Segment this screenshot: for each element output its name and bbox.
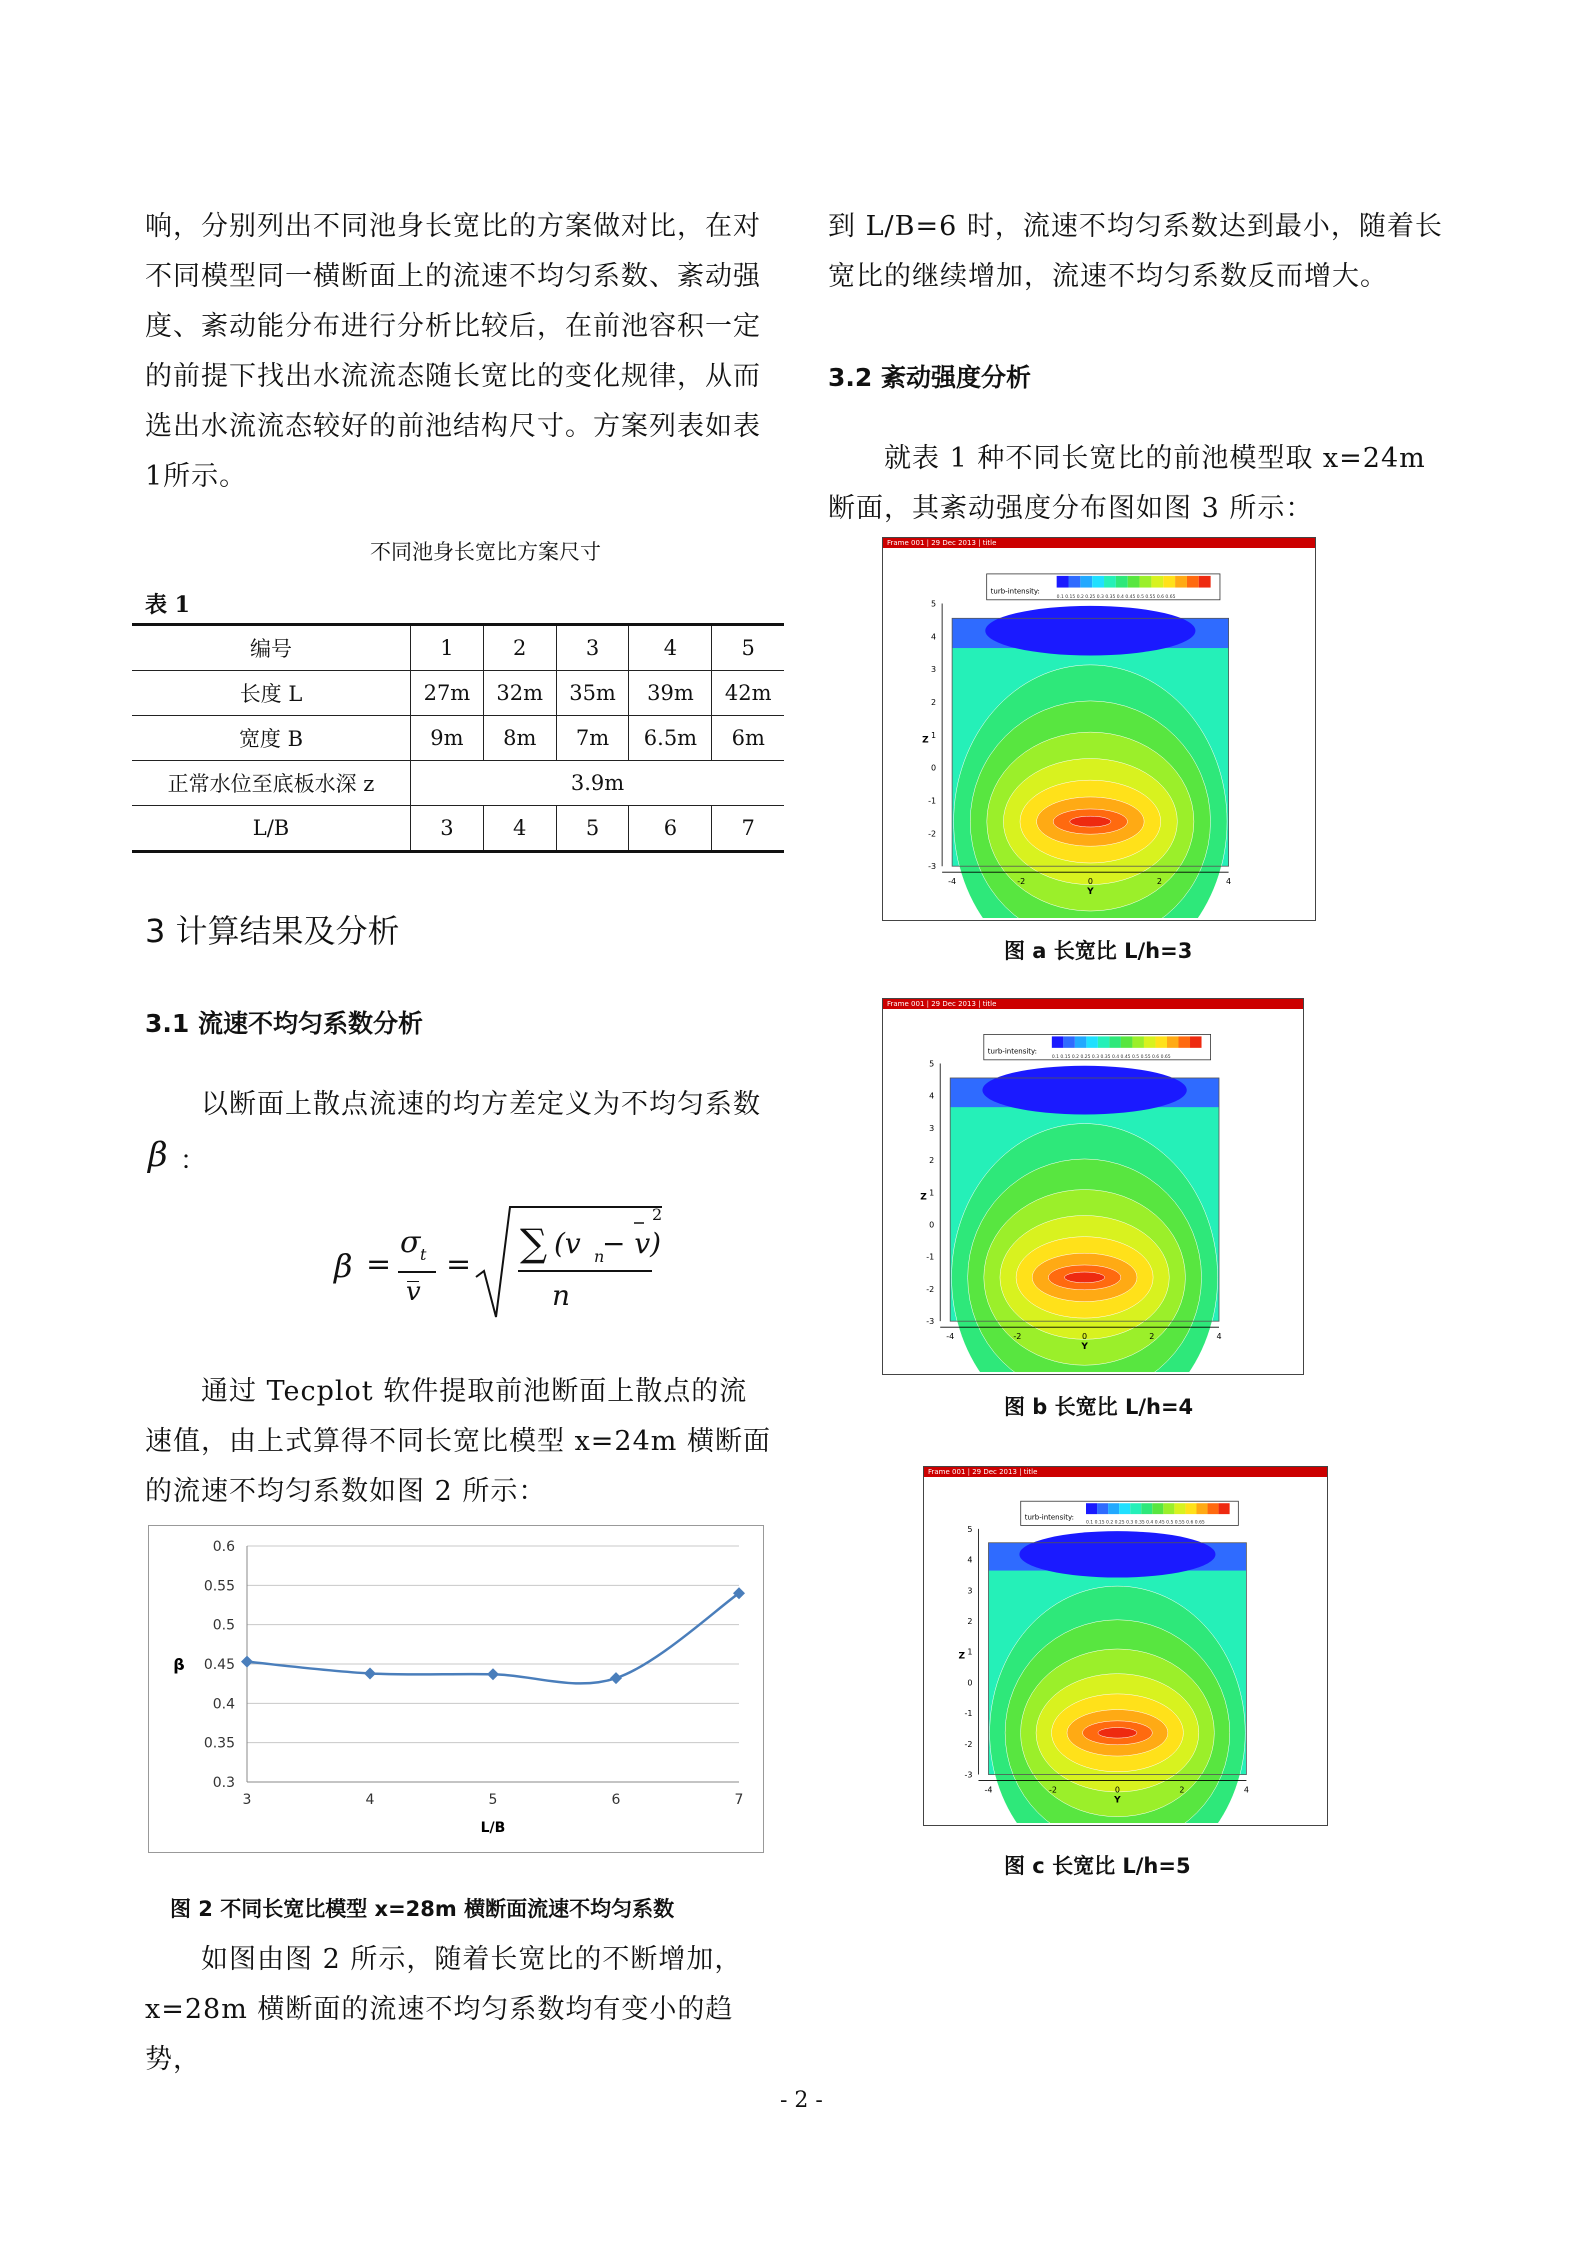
y-tick-label: 4 [1216, 1332, 1222, 1342]
z-tick-label: 5 [931, 599, 937, 609]
z-tick-label: 5 [929, 1059, 935, 1069]
z-tick-label: -1 [928, 796, 937, 806]
legend-swatch [1121, 1036, 1133, 1047]
y-tick-label: 4 [1226, 877, 1232, 887]
table-cell: 编号 [132, 625, 411, 671]
legend-swatch [1104, 576, 1116, 588]
legend-swatch [1052, 1036, 1064, 1047]
table-row [132, 671, 784, 716]
y-tick-label: 0 [1082, 1332, 1088, 1342]
beta-symbol: β [148, 1135, 168, 1175]
table-cell: 6.5m [629, 716, 712, 761]
z-tick-label: 2 [929, 1156, 935, 1166]
y-tick-label: -4 [948, 877, 957, 887]
legend-swatch [1174, 1503, 1185, 1514]
legend-swatch [1092, 576, 1104, 588]
y-tick-label: -4 [946, 1332, 955, 1342]
table-cell: 27m [411, 671, 484, 716]
y-tick-label: -2 [1048, 1785, 1057, 1795]
frame-bar: Frame 001 | 29 Dec 2013 | title [883, 538, 1315, 548]
z-axis-label: Z [958, 1651, 966, 1662]
z-tick-label: 0 [931, 763, 937, 773]
legend-swatch [1196, 1503, 1207, 1514]
x-tick-label: 5 [488, 1792, 498, 1808]
legend-swatch [1199, 576, 1211, 588]
legend-swatch [1086, 1036, 1098, 1047]
frame-bar: Frame 001 | 29 Dec 2013 | title [924, 1467, 1327, 1477]
legend-swatch [1080, 576, 1092, 588]
y-tick-label: 0.6 [212, 1539, 235, 1555]
y-tick-label: 0 [1114, 1785, 1120, 1795]
legend-swatch [1155, 1036, 1167, 1047]
frame-bar: Frame 001 | 29 Dec 2013 | title [883, 999, 1303, 1009]
figure-2-chart [148, 1525, 764, 1853]
legend-swatch [1140, 576, 1152, 588]
y-tick-label: -2 [1013, 1332, 1022, 1342]
figure-a-caption: 图 a 长宽比 L/h=3 [1004, 939, 1193, 963]
table-cell: 正常水位至底板水深 z [132, 761, 411, 806]
data-point [241, 1656, 253, 1668]
table-cell: 5 [556, 806, 629, 852]
z-tick-label: 4 [929, 1091, 935, 1101]
table-label: 表 1 [145, 592, 190, 618]
table-cell: 6m [712, 716, 784, 761]
legend-swatch [1130, 1503, 1141, 1514]
y-tick-label: 0.4 [212, 1696, 235, 1713]
z-tick-label: 0 [967, 1678, 973, 1688]
contour-figure-c [923, 1466, 1328, 1826]
z-tick-label: 1 [929, 1188, 935, 1198]
table-title: 不同池身长宽比方案尺寸 [370, 540, 601, 564]
z-tick-label: -2 [926, 1284, 935, 1294]
formula-vbar: v [406, 1277, 421, 1307]
x-tick-label: 3 [242, 1792, 252, 1808]
formula-den: n [552, 1279, 571, 1312]
z-tick-label: -1 [926, 1252, 935, 1262]
table-cell: 6 [629, 806, 712, 852]
table-cell: 1 [411, 625, 484, 671]
table-cell: 3 [556, 625, 629, 671]
paragraph-tecplot: 通过 Tecplot 软件提取前池断面上散点的流速值，由上式算得不同长宽比模型 x=24m 横断面的流速不均匀系数如图 2 所示： [145, 1376, 771, 1507]
legend-label: turb-intensity: [987, 1047, 1038, 1056]
legend-values: 0.1 0.15 0.2 0.25 0.3 0.35 0.4 0.45 0.5 0.55 0.6 0.65 [1086, 1520, 1205, 1526]
table-cell: 长度 L [132, 671, 411, 716]
z-tick-label: 3 [967, 1586, 973, 1596]
formula-beta: β [334, 1247, 353, 1285]
z-axis-label: Z [920, 1192, 927, 1203]
z-tick-label: 2 [931, 698, 937, 708]
table-cell: 8m [483, 716, 556, 761]
paragraph-trend: 如图由图 2 所示，随着长宽比的不断增加，x=28m 横断面的流速不均匀系数均有变小的趋势， [145, 1944, 743, 2075]
z-tick-label: 1 [931, 730, 937, 740]
data-point [487, 1668, 499, 1680]
z-tick-label: -2 [928, 829, 937, 839]
legend-swatch [1075, 1036, 1087, 1047]
section-heading-3: 3 计算结果及分析 [145, 912, 400, 950]
legend-swatch [1108, 1503, 1119, 1514]
contour-plot-b [883, 1009, 1303, 1372]
table-cell: 2 [483, 625, 556, 671]
legend-swatch [1109, 1036, 1121, 1047]
legend-swatch [1219, 1503, 1230, 1514]
legend-swatch [1190, 1036, 1202, 1047]
table-row [132, 625, 784, 671]
legend-swatch [1167, 1036, 1179, 1047]
contour-top-core [1019, 1531, 1215, 1577]
legend-values: 0.1 0.15 0.2 0.25 0.3 0.35 0.4 0.45 0.5 0.55 0.6 0.65 [1056, 594, 1176, 600]
table-cell: 39m [629, 671, 712, 716]
figure-b-caption: 图 b 长宽比 L/h=4 [1004, 1395, 1194, 1419]
y-axis-label: β [173, 1655, 185, 1674]
contour-figure-a [882, 537, 1316, 921]
legend-swatch [1187, 576, 1199, 588]
table-cell: 9m [411, 716, 484, 761]
legend-swatch [1119, 1503, 1130, 1514]
data-point [610, 1672, 622, 1684]
contour-top-core [985, 606, 1195, 656]
legend-swatch [1141, 1503, 1152, 1514]
y-tick-label: 2 [1149, 1332, 1155, 1342]
legend-swatch [1151, 576, 1163, 588]
z-tick-label: 4 [931, 632, 937, 642]
formula-minus-v: − v) [602, 1227, 662, 1260]
figure-2-caption: 图 2 不同长宽比模型 x=28m 横断面流速不均匀系数 [170, 1897, 675, 1921]
beta-formula [334, 1205, 664, 1325]
formula-num: (v [554, 1227, 581, 1260]
z-tick-label: 2 [967, 1617, 973, 1627]
table-cell: 4 [629, 625, 712, 671]
z-tick-label: -3 [964, 1770, 973, 1780]
legend-label: turb-intensity: [990, 587, 1040, 596]
formula-sum: ∑ [520, 1221, 548, 1265]
z-tick-label: -3 [928, 862, 937, 872]
y-tick-label: 0 [1087, 877, 1093, 887]
legend-swatch [1097, 1503, 1108, 1514]
y-tick-label: 0.3 [212, 1775, 235, 1791]
z-axis-label: Z [922, 735, 929, 746]
paragraph-scheme-intro: 响，分别列出不同池身长宽比的方案做对比，在对不同模型同一横断面上的流速不均匀系数、紊动强度、紊动能分布进行分析比较后，在前池容积一定的前提下找出水流流态随长宽比的变化规律，从而选出水流流态较好的前池结构尺寸。方案列表如表1所示。 [145, 211, 761, 492]
table-cell: 7m [556, 716, 629, 761]
y-axis-label: Y [1114, 1795, 1121, 1806]
data-point [364, 1667, 376, 1679]
fraction-bar [398, 1271, 436, 1273]
table-cell: 3 [411, 806, 484, 852]
legend-label: turb-intensity: [1024, 1513, 1074, 1522]
x-axis-label: L/B [480, 1820, 506, 1836]
contour-figure-b [882, 998, 1304, 1375]
y-tick-label: 0.35 [203, 1735, 235, 1752]
z-tick-label: 0 [929, 1220, 935, 1230]
y-tick-label: 0.45 [203, 1657, 235, 1673]
legend-swatch [1175, 576, 1187, 588]
table-cell: 7 [712, 806, 784, 852]
section-heading-3-1: 3.1 流速不均匀系数分析 [145, 1009, 423, 1038]
legend-swatch [1063, 1036, 1075, 1047]
table-row [132, 806, 784, 852]
table-cell: L/B [132, 806, 411, 852]
z-tick-label: 3 [931, 665, 937, 675]
legend-swatch [1128, 576, 1140, 588]
table-cell: 4 [483, 806, 556, 852]
table-cell: 35m [556, 671, 629, 716]
page-number: - 2 - [780, 2088, 823, 2113]
paragraph-min-ratio: 到 L/B=6 时，流速不均匀系数达到最小，随着长宽比的继续增加，流速不均匀系数反而增大。 [828, 211, 1443, 292]
table-cell: 3.9m [411, 761, 785, 806]
paragraph-beta-intro: 以断面上散点流速的均方差定义为不均匀系数 [201, 1089, 761, 1120]
contour-plot-c [924, 1477, 1327, 1823]
table-row [132, 761, 784, 806]
x-tick-label: 7 [734, 1792, 744, 1808]
formula-sigma: σ [400, 1225, 421, 1260]
table-cell: 42m [712, 671, 784, 716]
legend-swatch [1086, 1503, 1097, 1514]
legend-swatch [1057, 576, 1069, 588]
scheme-table [132, 623, 784, 853]
table-cell: 32m [483, 671, 556, 716]
contour-plot-a [883, 548, 1315, 918]
formula-equals-2: = [446, 1247, 472, 1282]
legend-swatch [1132, 1036, 1144, 1047]
y-tick-label: -2 [1017, 877, 1026, 887]
formula-sub-n: n [594, 1247, 605, 1266]
y-axis-label: Y [1087, 887, 1094, 898]
z-tick-label: 4 [967, 1555, 973, 1565]
contour-top-core [982, 1066, 1186, 1115]
legend-swatch [1185, 1503, 1196, 1514]
formula-sub-t: t [420, 1245, 427, 1264]
z-tick-label: 5 [967, 1524, 973, 1534]
contour-level [1064, 1272, 1104, 1283]
figure-c-caption: 图 c 长宽比 L/h=5 [1004, 1854, 1191, 1878]
z-tick-label: 1 [967, 1647, 973, 1657]
table-cell: 宽度 B [132, 716, 411, 761]
y-tick-label: 4 [1243, 1785, 1249, 1795]
legend-values: 0.1 0.15 0.2 0.25 0.3 0.35 0.4 0.45 0.5 0.55 0.6 0.65 [1051, 1054, 1171, 1060]
legend-swatch [1144, 1036, 1156, 1047]
legend-swatch [1152, 1503, 1163, 1514]
formula-equals: = [366, 1247, 392, 1282]
colon: ： [180, 1146, 207, 1176]
legend-swatch [1098, 1036, 1110, 1047]
z-tick-label: -2 [964, 1739, 973, 1749]
table-cell: 5 [712, 625, 784, 671]
legend-swatch [1208, 1503, 1219, 1514]
contour-level [1098, 1728, 1137, 1738]
legend-swatch [1178, 1036, 1190, 1047]
y-tick-label: 0.5 [212, 1617, 235, 1634]
y-axis-label: Y [1081, 1342, 1088, 1353]
z-tick-label: -1 [964, 1709, 973, 1719]
y-tick-label: -4 [984, 1785, 993, 1795]
z-tick-label: -3 [926, 1317, 935, 1327]
paragraph-turbulence: 就表 1 种不同长宽比的前池模型取 x=24m 断面，其紊动强度分布图如图 3 所示： [828, 443, 1426, 524]
legend-swatch [1069, 576, 1081, 588]
formula-exp: 2 [652, 1205, 663, 1224]
line-chart [149, 1526, 763, 1852]
y-tick-label: 2 [1156, 877, 1163, 887]
table-row [132, 716, 784, 761]
y-tick-label: 0.55 [203, 1578, 235, 1595]
z-tick-label: 3 [929, 1123, 935, 1133]
contour-level [1070, 816, 1111, 827]
x-tick-label: 4 [365, 1792, 375, 1808]
legend-swatch [1116, 576, 1128, 588]
legend-swatch [1163, 1503, 1174, 1514]
legend-swatch [1163, 576, 1175, 588]
section-heading-3-2: 3.2 紊动强度分析 [828, 363, 1031, 392]
x-tick-label: 6 [611, 1792, 621, 1808]
y-tick-label: 2 [1179, 1785, 1185, 1795]
